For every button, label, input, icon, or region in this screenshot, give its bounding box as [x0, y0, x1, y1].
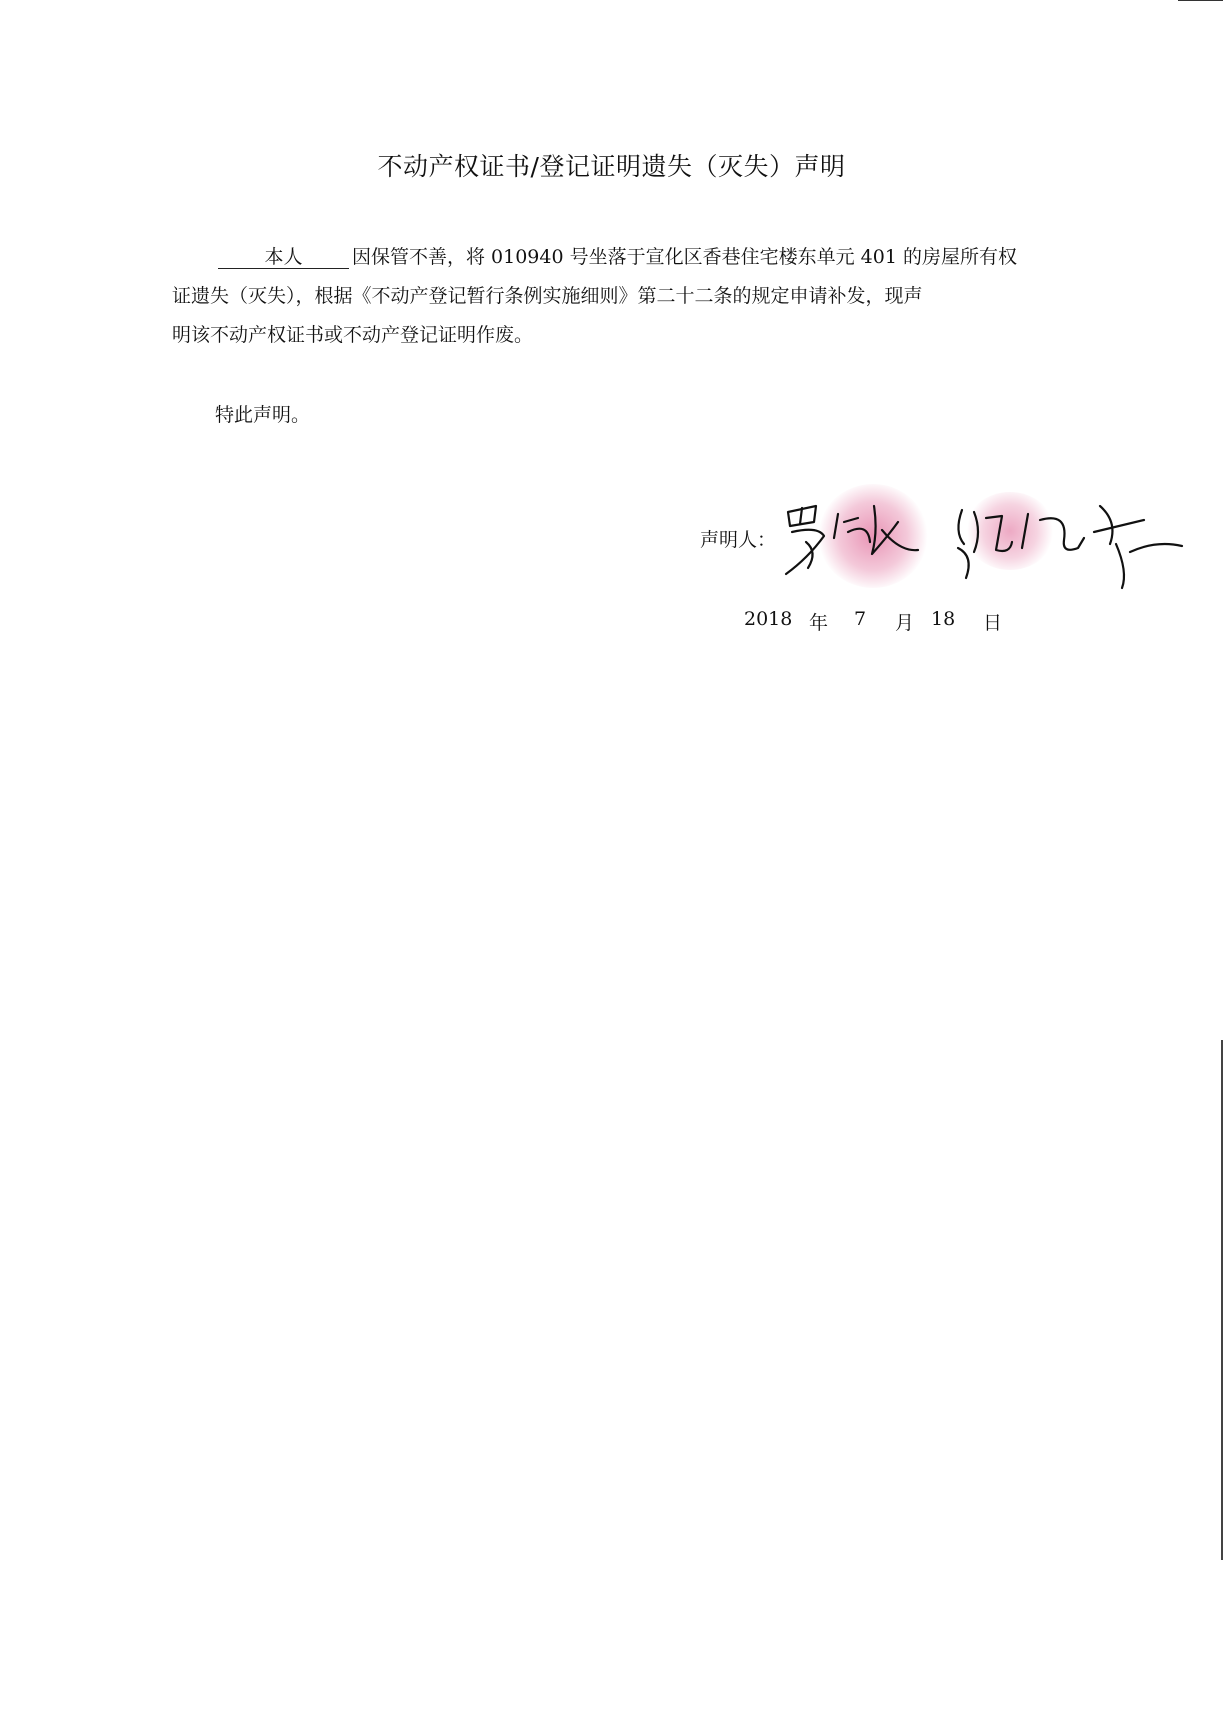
date-day-unit: 日	[983, 612, 1003, 634]
handwritten-signature	[778, 492, 1188, 592]
declaration-paragraph	[172, 238, 1042, 355]
declaration-line-3: 明该不动产权证书或不动产登记证明作废。	[172, 324, 534, 346]
declaration-line-2: 证遗失（灭失），根据《不动产登记暂行条例实施细则》第二十二条的规定申请补发，现声	[172, 285, 923, 307]
date-year: 2018	[744, 608, 793, 630]
signer-label: 声明人：	[700, 529, 777, 551]
declarant-blank: 本人	[218, 246, 349, 269]
declaration-line-1	[172, 238, 1042, 277]
declaration-text-1: 因保管不善，将 010940 号坐落于宣化区香巷住宅楼东单元 401 的房屋所有权	[352, 246, 1017, 268]
scan-edge-top	[1178, 0, 1223, 1]
date-month-unit: 月	[895, 612, 915, 634]
date-day: 18	[931, 608, 956, 630]
closing-text: 特此声明。	[215, 404, 311, 426]
document-title: 不动产权证书/登记证明遗失（灭失）声明	[377, 152, 846, 181]
date-month: 7	[854, 608, 867, 630]
date-year-unit: 年	[809, 612, 829, 634]
